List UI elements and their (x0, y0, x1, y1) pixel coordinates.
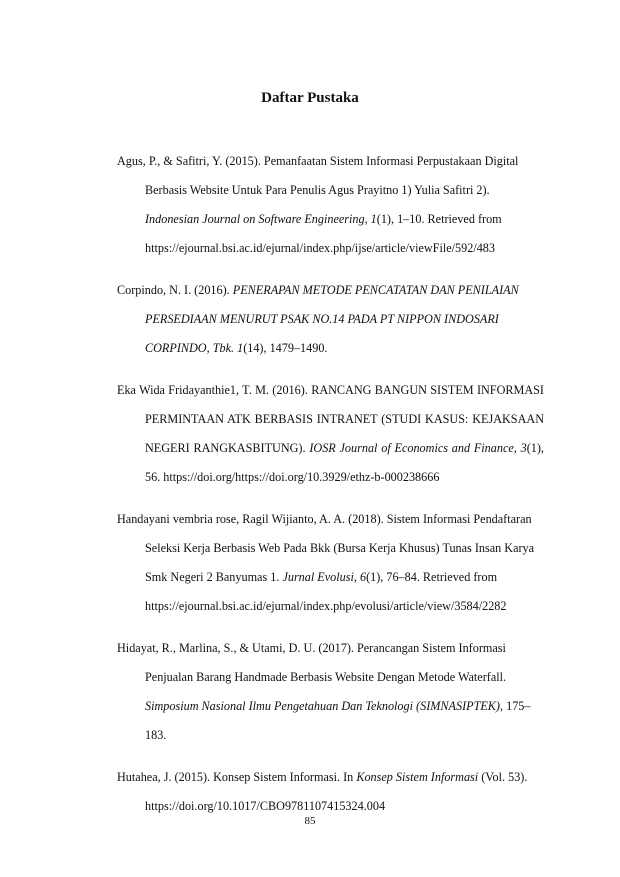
reference-source: Jurnal Evolusi, 6 (282, 570, 367, 584)
reference-text: Eka Wida Fridayanthie1, T. M. (2016). RANCANG BANGUN SISTEM INFORMASI PERMINTAAN ATK BERBASIS INTRANET (STUDI KASUS: KEJAKSAAN NEGERI RANGKASBITUNG). (117, 383, 544, 455)
reference-source: PENERAPAN METODE PENCATATAN DAN PENILAIAN PERSEDIAAN MENURUT PSAK NO.14 PADA PT NIPPON INDOSARI CORPINDO, Tbk. 1 (145, 283, 519, 355)
reference-details: (1), 1–10. Retrieved from https://ejournal.bsi.ac.id/ejurnal/index.php/ijse/article/viewFile/592/483 (145, 212, 502, 255)
reference-details: (Vol. 53). https://doi.org/10.1017/CBO9781107415324.004 (145, 770, 528, 813)
reference-source: IOSR Journal of Economics and Finance, 3 (309, 441, 527, 455)
page-title: Daftar Pustaka (261, 90, 359, 106)
reference-details: (1), 76–84. Retrieved from https://ejournal.bsi.ac.id/ejurnal/index.php/evolusi/article/view/3584/2282 (145, 570, 507, 613)
reference-entry (117, 147, 544, 263)
reference-details: (1), 56. https://doi.org/https://doi.org/10.3929/ethz-b-000238666 (145, 441, 544, 484)
reference-entry (117, 276, 544, 363)
reference-entry (117, 634, 544, 750)
reference-entry (117, 505, 544, 621)
reference-details: , 175–183. (145, 699, 531, 742)
page-number: 85 (304, 815, 316, 827)
reference-text: Hutahea, J. (2015). Konsep Sistem Informasi. In (117, 770, 357, 784)
reference-text: Hidayat, R., Marlina, S., & Utami, D. U. (2017). Perancangan Sistem Informasi Penjualan Barang Handmade Berbasis Website Dengan Metode Waterfall. (117, 641, 507, 684)
reference-source: Indonesian Journal on Software Engineering, 1 (145, 212, 377, 226)
reference-source: Konsep Sistem Informasi (356, 770, 479, 784)
reference-text: Agus, P., & Safitri, Y. (2015). Pemanfaatan Sistem Informasi Perpustakaan Digital Berbasis Website Untuk Para Penulis Agus Prayitno 1) Yulia Safitri 2). (117, 154, 519, 197)
reference-entry (117, 376, 544, 492)
reference-entry (117, 763, 544, 821)
reference-details: (14), 1479–1490. (243, 341, 328, 355)
reference-text: Handayani vembria rose, Ragil Wijianto, A. A. (2018). Sistem Informasi Pendaftaran Seleksi Kerja Berbasis Web Pada Bkk (Bursa Kerja Khusus) Tunas Insan Karya Smk Negeri 2 Banyumas 1. (117, 512, 535, 584)
reference-text: Corpindo, N. I. (2016). (117, 283, 233, 297)
reference-list (117, 147, 544, 834)
reference-source: Simposium Nasional Ilmu Pengetahuan Dan Teknologi (SIMNASIPTEK) (145, 699, 500, 713)
